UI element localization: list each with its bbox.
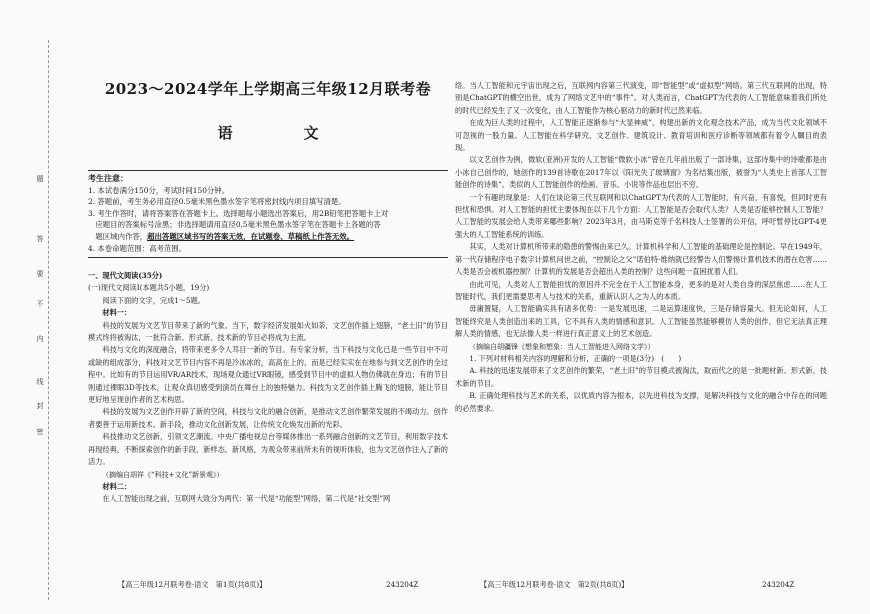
- paper-code-right: 243204Z: [762, 580, 795, 589]
- note-item: 4. 本卷命题范围：高考范围。: [88, 243, 187, 253]
- paragraph: 科技的发展为文艺创作开辟了新的空间，科技与文化的融合创新，是推动文艺创作繁荣发展的不竭动力。创作者要善于运用新技术、新手段，推动文化创新发展，让传统文化焕发出新的光彩。: [88, 407, 448, 429]
- note-item: 3. 考生作答时，请将答案答在答题卡上。选择题每小题选出答案后，用2B铅笔把答题卡上对: [88, 208, 389, 218]
- reading-passage-left: [88, 270, 448, 506]
- section-heading: 一、现代文阅读(35分): [88, 271, 163, 280]
- binding-label: 密: [36, 428, 44, 435]
- paragraph: 络。当人工智能和元宇宙出现之后，互联网内容第三代演变，即“智能型”或“虚拟型”网络。第三代互联网的出现，特别是ChatGPT的横空出世，成为了网络文艺中的“事件”。对人类而言，ChatGPT为代表的人工智能意味着我们所处的时代已经发生了又一次变化，由人工智能作为核心驱动力的新时代已然来临。: [455, 81, 827, 115]
- paragraph: 在人工智能出现之前，互联网大致分为两代：第一代是“功能型”网络，第二代是“社交型”网: [102, 494, 391, 504]
- binding-label: 不: [36, 300, 44, 307]
- binding-label: 封: [36, 402, 44, 409]
- paragraph: 科技的发展为文艺节目带来了新的气象。当下，数字经济发展如火如荼，文艺创作插上翅膀，“老土旧”的节目模式终将被淘汰，一批符合新、形式新、技术新的节目必将成为主流。: [88, 320, 448, 343]
- paragraph: 一个有趣的现象是：人们在谈论第三代互联网和以ChatGPT为代表的人工智能时，有兴奋，有喜悦，但同时更有担忧和恐惧。对人工智能的担忧主要体现在以下几个方面：人工智能是否会取代人类？人类是否能够控制人工智能？人工智能的发展会给人类带来哪些影响？2023年3月，由马斯克等千名科技人士签署的公开信，呼吁暂停比GPT-4更强大的人工智能系统的训练。: [455, 192, 827, 239]
- paper-code-left: 243204Z: [386, 580, 419, 589]
- material-label: 材料二：: [102, 481, 132, 491]
- candidate-notes: [88, 170, 448, 258]
- binding-label: 题: [36, 175, 44, 182]
- subject-title: 语 文: [217, 124, 347, 142]
- question-option-b: B. 正确处理科技与艺术的关系，以优质内容为根本，以先进科技为支撑，是解决科技与文化的融合中存在的问题的必然要求。: [455, 391, 827, 413]
- note-emphasis: 超出答题区域书写的答案无效，在试题卷、草稿纸上作答无效。: [147, 231, 355, 241]
- right-column: [455, 0, 827, 614]
- binding-label: 答: [36, 235, 44, 242]
- exam-title: 2023～2024学年上学期高三年级12月联考卷: [104, 80, 432, 98]
- question-1: 1. 下列对材料相关内容的理解和分析，正确的一项是(3分) ( ): [469, 353, 682, 363]
- paragraph: 其实，人类对计算机所带来的隐患的警惕由来已久。计算机科学和人工智能的基础理论是控制论。早在1949年，第一代存储程序电子数字计算机问世之前，“控制论之父”诺伯特·维纳就已经警告人们警惕计算机技术的潜在危害……人类是否会被机器控制？计算机的发展是否会超出人类的控制？这些问题一直困扰着人们。: [455, 242, 827, 277]
- binding-line: [48, 40, 49, 600]
- reading-passage-right: [455, 80, 827, 415]
- notes-heading: 考生注意：: [88, 173, 128, 183]
- paragraph: 毋庸置疑，人工智能确实具有诸多优势：一是发展迅速，二是运算速度快，三是存储容量大。但无论如何，人工智能终究是人类创造出来的工具，它不具有人类的情感和意识。人工智能虽然能够模仿人类的创作，但它无法真正理解人类的情感，也无法像人类一样进行真正意义上的艺术创造。: [455, 304, 827, 339]
- binding-label: 线: [36, 378, 44, 385]
- instruction: 阅读下面的文字，完成1～5题。: [102, 295, 205, 305]
- note-item: 应题目的答案标号涂黑；非选择题请用直径0.5毫米黑色墨水签字笔在答题卡上各题的答: [88, 220, 381, 230]
- binding-label: 内: [36, 335, 44, 342]
- paragraph: 科技与文化的深度融合，将带来更多令人耳目一新的节目。有专家分析，当下科技与文化已是一些节目中不可或缺的组成部分，科技对文艺节目内容不再是冷冰冰的，高高在上的，而是已经实实在在地参与到文艺创作的全过程中。比如有的节目运用VR/AR技术，现场观众通过VR眼镜，感受到节目中的虚拟人物仿佛就在身边；有的节目则通过裸眼3D等技术，让观众真切感受到演员在舞台上的独特魅力。科技为文艺创作插上腾飞的翅膀，能让节目更好地呈现创作者的艺术构思。: [88, 345, 448, 405]
- note-item: 2. 答题前，考生务必用直径0.5毫米黑色墨水签字笔将密封线内项目填写清楚。: [88, 197, 346, 207]
- note-item: 题区域内作答，超出答题区域书写的答案无效，在试题卷、草稿纸上作答无效。: [88, 231, 355, 241]
- binding-label: 要: [36, 270, 44, 277]
- source-citation: （摘编自胡疆锋《想象和想象：当人工智能进入网络文学》）: [469, 342, 655, 351]
- subsection-heading: (一)现代文阅读Ⅰ(本题共5小题，19分): [88, 283, 210, 293]
- page-footer-left: 【高三年级12月联考卷·语文 第1页(共8页)】: [118, 580, 267, 589]
- page-footer-right: 【高三年级12月联考卷·语文 第2页(共8页)】: [480, 580, 629, 589]
- paragraph: 以文艺创作为例，微软(亚洲)开发的人工智能“微软小冰”曾在几年前出版了一部诗集，这部诗集中的诗歌都是由小冰自己创作的，她创作的139首诗歌在2017年以《阳光失了玻璃窗》为名结集出版，被誉为“人类史上首部人工智能创作的诗集”。类似的人工智能创作的绘画、音乐、小说等作品也层出不穷。: [455, 155, 827, 190]
- material-label: 材料一：: [102, 308, 132, 318]
- left-column: [88, 0, 448, 614]
- paragraph: 由此可见，人类对人工智能担忧的原因并不完全在于人工智能本身，更多的是对人类自身的深层焦虑……在人工智能时代，我们更需要思考人与技术的关系，重新认识人之为人的本质。: [455, 279, 827, 301]
- source-citation: （摘编自胡祥《“科技+文化”新景观》）: [102, 470, 224, 479]
- paragraph: 在成为巨人类的过程中，人工智能正逐渐参与“大显神威”，构建出新的文化观念技术产品，成为当代文化领域不可忽视的一股力量。人工智能在科学研究、文艺创作、建筑设计、教育培训和医疗诊断等领域都有着令人瞩目的表现。: [455, 118, 827, 153]
- paragraph: 科技推动文艺创新，引领文艺潮流。中央广播电视总台等媒体推出一系列融合创新的文艺节目，利用数字技术再现经典，不断探索创作的新手段、新样态、新风格，为观众带来前所未有的视听体验，也为文艺创作注入了新的活力。: [88, 432, 448, 467]
- note-item: 1. 本试卷满分150分，考试时间150分钟。: [88, 185, 230, 195]
- question-option-a: A. 科技的迅速发展带来了文艺创作的繁荣，“老土旧”的节目模式被淘汰，取而代之的是一批题材新、形式新、技术新的节目。: [455, 366, 827, 388]
